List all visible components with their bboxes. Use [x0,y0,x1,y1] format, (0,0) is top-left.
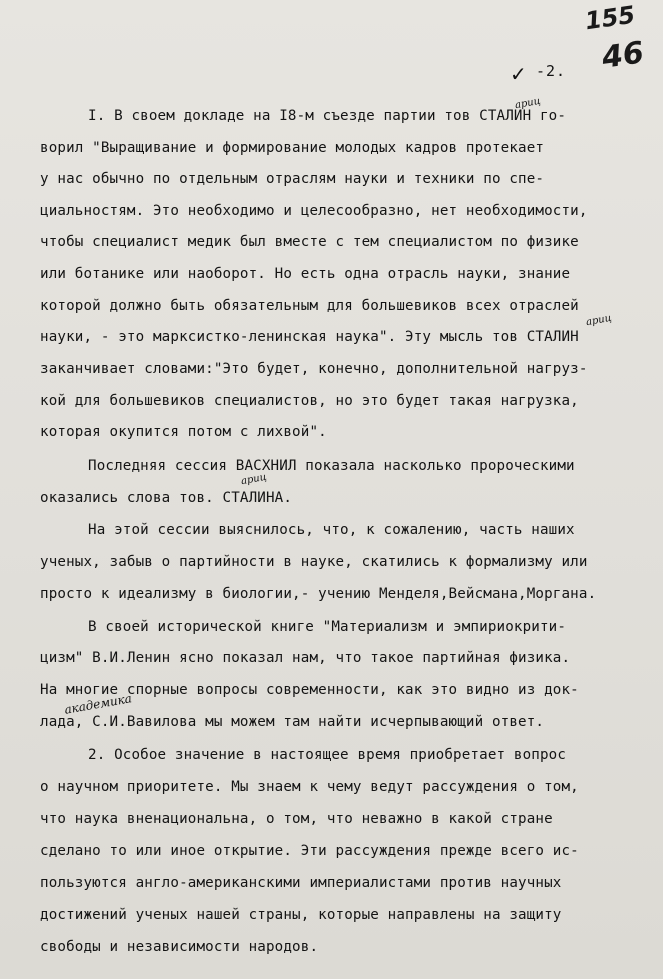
text-line: На этой сессии выяснилось, что, к сожалению, часть наших [88,522,575,538]
handwritten-correction: ариц [240,471,268,488]
text-line: достижений ученых нашей страны, которые направлены на защиту [40,907,562,923]
handwritten-correction: ариц [585,312,613,329]
text-line: которой должно быть обязательным для большевиков всех отраслей [40,298,579,314]
text-line: пользуются англо-американскими империалистами против научных [40,875,562,891]
check-mark-icon: ✓ [510,62,527,86]
text-line: чтобы специалист медик был вместе с тем специалистом по физике [40,234,579,250]
page-number: -2. [536,62,567,80]
text-line: цизм" В.И.Ленин ясно показал нам, что такое партийная физика. [40,650,571,666]
archive-folio-number: 46 [599,35,646,76]
text-line: лада, С.И.Вавилова мы можем там найти исчерпывающий ответ. [40,714,545,730]
text-line: о научном приоритете. Мы знаем к чему ведут рассуждения о том, [40,779,579,795]
text-line: сделано то или иное открытие. Эти рассуждения прежде всего ис- [40,843,579,859]
text-line: Последняя сессия ВАСХНИЛ показала насколько пророческими [88,458,575,474]
text-line: или ботанике или наоборот. Но есть одна отрасль науки, знание [40,266,571,282]
text-line: у нас обычно по отдельным отраслям науки и техники по спе- [40,171,545,187]
text-line: ученых, забыв о партийности в науке, скатились к формализму или [40,554,588,570]
text-line: просто к идеализму в биологии,- учению Менделя,Вейсмана,Моргана. [40,586,597,602]
text-line: оказались слова тов. СТАЛИНА. [40,490,293,506]
text-line: В своей исторической книге "Материализм и эмпириокрити- [88,619,567,635]
text-line: На многие спорные вопросы современности, как это видно из док- [40,682,579,698]
text-line: заканчивает словами:"Это будет, конечно, дополнительной нагруз- [40,361,588,377]
text-line: которая окупится потом с лихвой". [40,424,327,440]
archive-sheet-number: 155 [583,0,637,36]
text-line: что наука вненациональна, о том, что неважно в какой стране [40,811,553,827]
text-line: науки, - это марксистко-ленинская наука". Эту мысль тов СТАЛИН [40,329,579,345]
text-line: 2. Особое значение в настоящее время приобретает вопрос [88,747,567,763]
text-line: циальностям. Это необходимо и целесообразно, нет необходимости, [40,203,588,219]
text-line: I. В своем докладе на I8-м съезде партии тов СТАЛИН го- [88,108,567,124]
text-line: свободы и независимости народов. [40,939,319,955]
text-line: кой для большевиков специалистов, но это будет такая нагрузка, [40,393,579,409]
handwritten-correction: ариц [514,95,542,112]
text-line: ворил "Выращивание и формирование молодых кадров протекает [40,140,545,156]
handwritten-correction: академика [63,691,133,717]
